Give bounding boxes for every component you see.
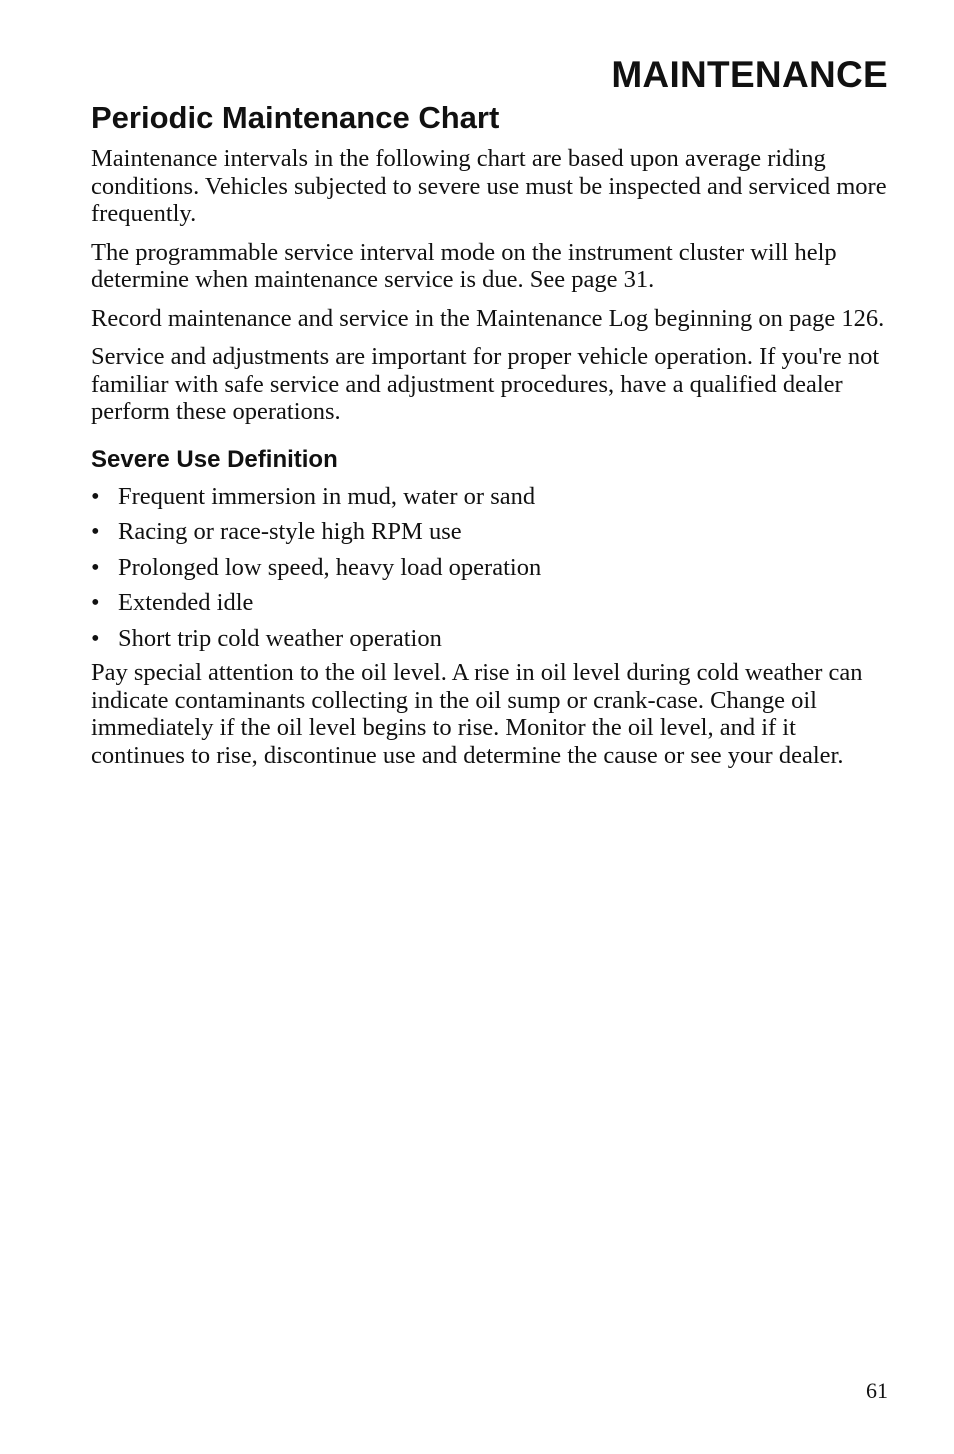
intro-paragraph-service-mode: The programmable service interval mode on the instrument cluster will help determine when maintenance service is due. See page 31. <box>91 238 837 293</box>
list-item <box>91 479 891 515</box>
severe-use-list <box>91 479 891 657</box>
list-item-text: Racing or race-style high RPM use <box>118 518 462 545</box>
page-content <box>91 97 891 769</box>
severe-use-title: Severe Use Definition <box>91 445 338 473</box>
intro-paragraph-intervals: Maintenance intervals in the following chart are based upon average riding conditions. Vehicles subjected to severe use must be inspected and serviced more frequently. <box>91 145 887 227</box>
list-item <box>91 621 891 657</box>
list-item <box>91 585 891 621</box>
list-item <box>91 550 891 586</box>
chapter-title: MAINTENANCE <box>611 54 888 95</box>
intro-paragraph-dealer-service: Service and adjustments are important for proper vehicle operation. If you're not familiar with safe service and adjustment procedures, have a qualified dealer perform these operations. <box>91 343 880 425</box>
intro-paragraph-maintenance-log: Record maintenance and service in the Maintenance Log beginning on page 126. <box>91 304 885 332</box>
bullet-icon: • <box>91 518 100 545</box>
page-number: 61 <box>866 1378 888 1403</box>
list-item-text: Prolonged low speed, heavy load operation <box>118 553 542 581</box>
list-item-text: Extended idle <box>118 589 254 616</box>
bullet-icon: • <box>91 553 100 581</box>
list-item-text: Short trip cold weather operation <box>118 624 442 652</box>
section-title: Periodic Maintenance Chart <box>91 100 500 135</box>
oil-level-note: Pay special attention to the oil level. A rise in oil level during cold weather can indicate contaminants collecting in the oil sump or crank-case. Change oil immediately if the oil level begins to rise. Monitor the oil level, and if it continues to rise, discontinue use and determine the cause or see your dealer. <box>91 659 863 769</box>
list-item-text: Frequent immersion in mud, water or sand <box>118 482 536 510</box>
bullet-icon: • <box>91 589 100 616</box>
bullet-icon: • <box>91 482 100 510</box>
bullet-icon: • <box>91 624 100 652</box>
list-item <box>91 514 891 550</box>
